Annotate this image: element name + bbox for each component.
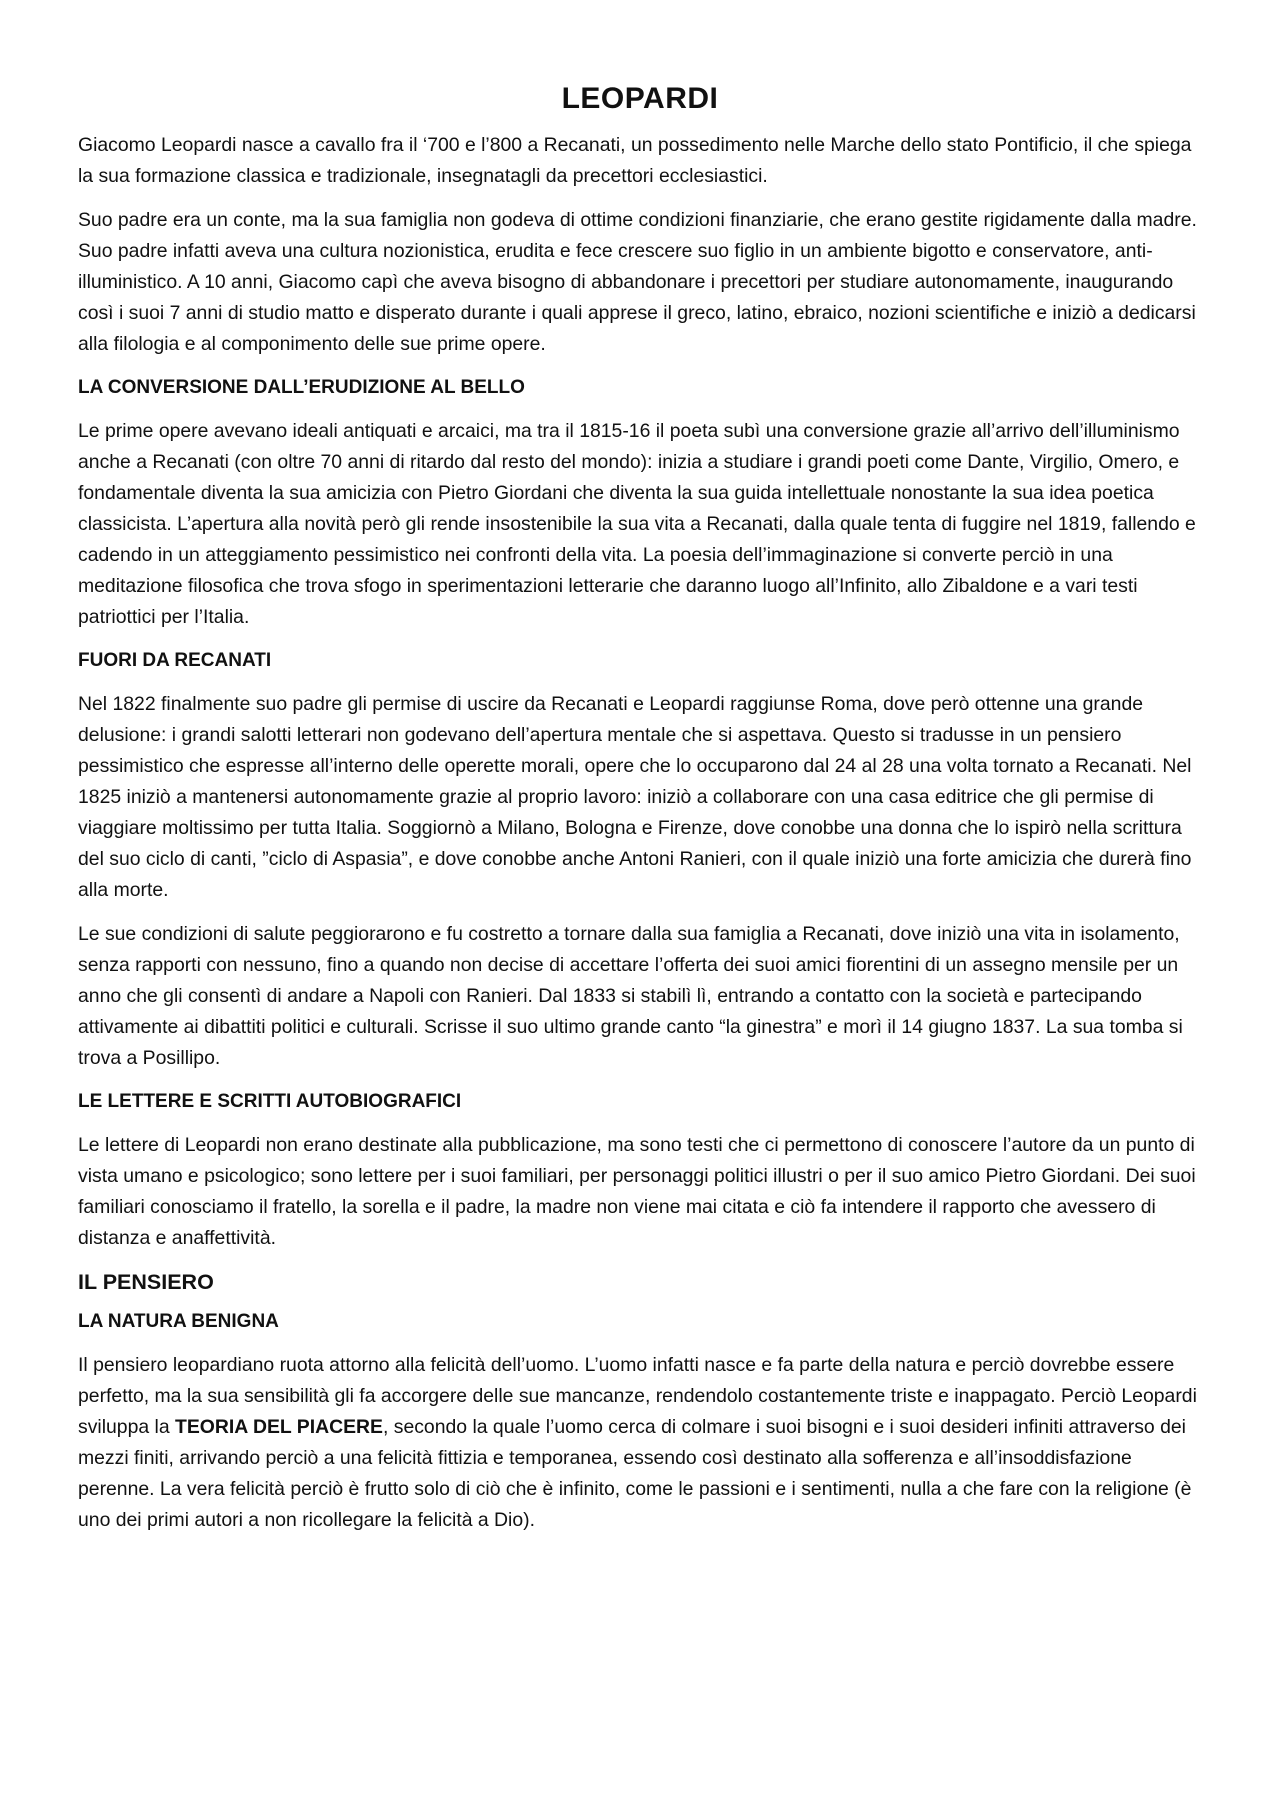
natura-text-after: , secondo la quale l’uomo cerca di colmare i suoi bisogni e i suoi desideri infiniti attraverso dei mezzi finiti, arrivando perciò a una felicità fittizia e temporanea, essendo così destinato alla sofferenza e all’insoddisfazione perenne. La vera felicità perciò è frutto solo di ciò che è infinito, come le passioni e i sentimenti, nulla a che fare con la religione (è uno dei primi autori a non ricollegare la felicità a Dio). <box>78 1416 1192 1531</box>
natura-text-before: Il pensiero leopardiano ruota attorno alla felicità dell’uomo. L’uomo infatti nasce e fa parte della natura e perciò dovrebbe essere perfetto, ma la sua sensibilità gli fa accorgere delle sue mancanze, rendendolo costantemente triste e inappagato. Perciò Leopardi sviluppa la <box>78 1354 1197 1438</box>
section-heading-pensiero: IL PENSIERO <box>78 1270 214 1294</box>
section-heading-fuori: FUORI DA RECANATI <box>78 650 272 671</box>
teoria-del-piacere-term: TEORIA DEL PIACERE <box>175 1416 383 1438</box>
section-heading-conversione: LA CONVERSIONE DALL’ERUDIZIONE AL BELLO <box>78 377 525 398</box>
page-title: LEOPARDI <box>561 82 719 115</box>
fuori-paragraph-2: Le sue condizioni di salute peggiorarono e fu costretto a tornare dalla sua famiglia a Recanati, dove iniziò una vita in isolamento, senza rapporti con nessuno, fino a quando non decise di accettare l’offerta dei suoi amici fiorentini di un assegno mensile per un anno che gli consentì di andare a Napoli con Ranieri. Dal 1833 si stabilì lì, entrando a contatto con la società e partecipando attivamente ai dibattiti politici e culturali. Scrisse il suo ultimo grande canto “la ginestra” e morì il 14 giugno 1837. La sua tomba si trova a Posillipo. <box>78 923 1183 1069</box>
natura-paragraph <box>78 1350 1202 1536</box>
intro-paragraph-2: Suo padre era un conte, ma la sua famiglia non godeva di ottime condizioni finanziarie, che erano gestite rigidamente dalla madre. Suo padre infatti aveva una cultura nozionistica, erudita e fece crescere suo figlio in un ambiente bigotto e conservatore, anti-illuministico. A 10 anni, Giacomo capì che aveva bisogno di abbandonare i precettori per studiare autonomamente, inaugurando così i suoi 7 anni di studio matto e disperato durante i quali apprese il greco, latino, ebraico, nozioni scientifiche e iniziò a dedicarsi alla filologia e al componimento delle sue prime opere. <box>78 209 1197 355</box>
fuori-paragraph-1: Nel 1822 finalmente suo padre gli permise di uscire da Recanati e Leopardi raggiunse Roma, dove però ottenne una grande delusione: i grandi salotti letterari non godevano dell’apertura mentale che si aspettava. Questo si tradusse in un pensiero pessimistico che espresse all’interno delle operette morali, opere che lo occuparono dal 24 al 28 una volta tornato a Recanati. Nel 1825 iniziò a mantenersi autonomamente grazie al proprio lavoro: iniziò a collaborare con una casa editrice che gli permise di viaggiare moltissimo per tutta Italia. Soggiornò a Milano, Bologna e Firenze, dove conobbe una donna che lo ispirò nella scrittura del suo ciclo di canti, ”ciclo di Aspasia”, e dove conobbe anche Antoni Ranieri, con il quale iniziò una forte amicizia che durerà fino alla morte. <box>78 693 1192 901</box>
section-heading-lettere: LE LETTERE E SCRITTI AUTOBIOGRAFICI <box>78 1091 462 1112</box>
conversione-paragraph: Le prime opere avevano ideali antiquati e arcaici, ma tra il 1815-16 il poeta subì una conversione grazie all’arrivo dell’illuminismo anche a Recanati (con oltre 70 anni di ritardo dal resto del mondo): inizia a studiare i grandi poeti come Dante, Virgilio, Omero, e fondamentale diventa la sua amicizia con Pietro Giordani che diventa la sua guida intellettuale nonostante la sua idea poetica classicista. L’apertura alla novità però gli rende insostenibile la sua vita a Recanati, dalla quale tenta di fuggire nel 1819, fallendo e cadendo in un atteggiamento pessimistico nei confronti della vita. La poesia dell’immaginazione si converte perciò in una meditazione filosofica che trova sfogo in sperimentazioni letterarie che daranno luogo all’Infinito, allo Zibaldone e a vari testi patriottici per l’Italia. <box>78 420 1196 628</box>
intro-paragraph-1: Giacomo Leopardi nasce a cavallo fra il ‘700 e l’800 a Recanati, un possedimento nelle Marche dello stato Pontificio, il che spiega la sua formazione classica e tradizionale, insegnatagli da precettori ecclesiastici. <box>78 134 1192 187</box>
section-heading-natura: LA NATURA BENIGNA <box>78 1311 279 1332</box>
lettere-paragraph: Le lettere di Leopardi non erano destinate alla pubblicazione, ma sono testi che ci permettono di conoscere l’autore da un punto di vista umano e psicologico; sono lettere per i suoi familiari, per personaggi politici illustri o per il suo amico Pietro Giordani. Dei suoi familiari conosciamo il fratello, la sorella e il padre, la madre non viene mai citata e ciò fa intendere il rapporto che avessero di distanza e anaffettività. <box>78 1134 1196 1249</box>
